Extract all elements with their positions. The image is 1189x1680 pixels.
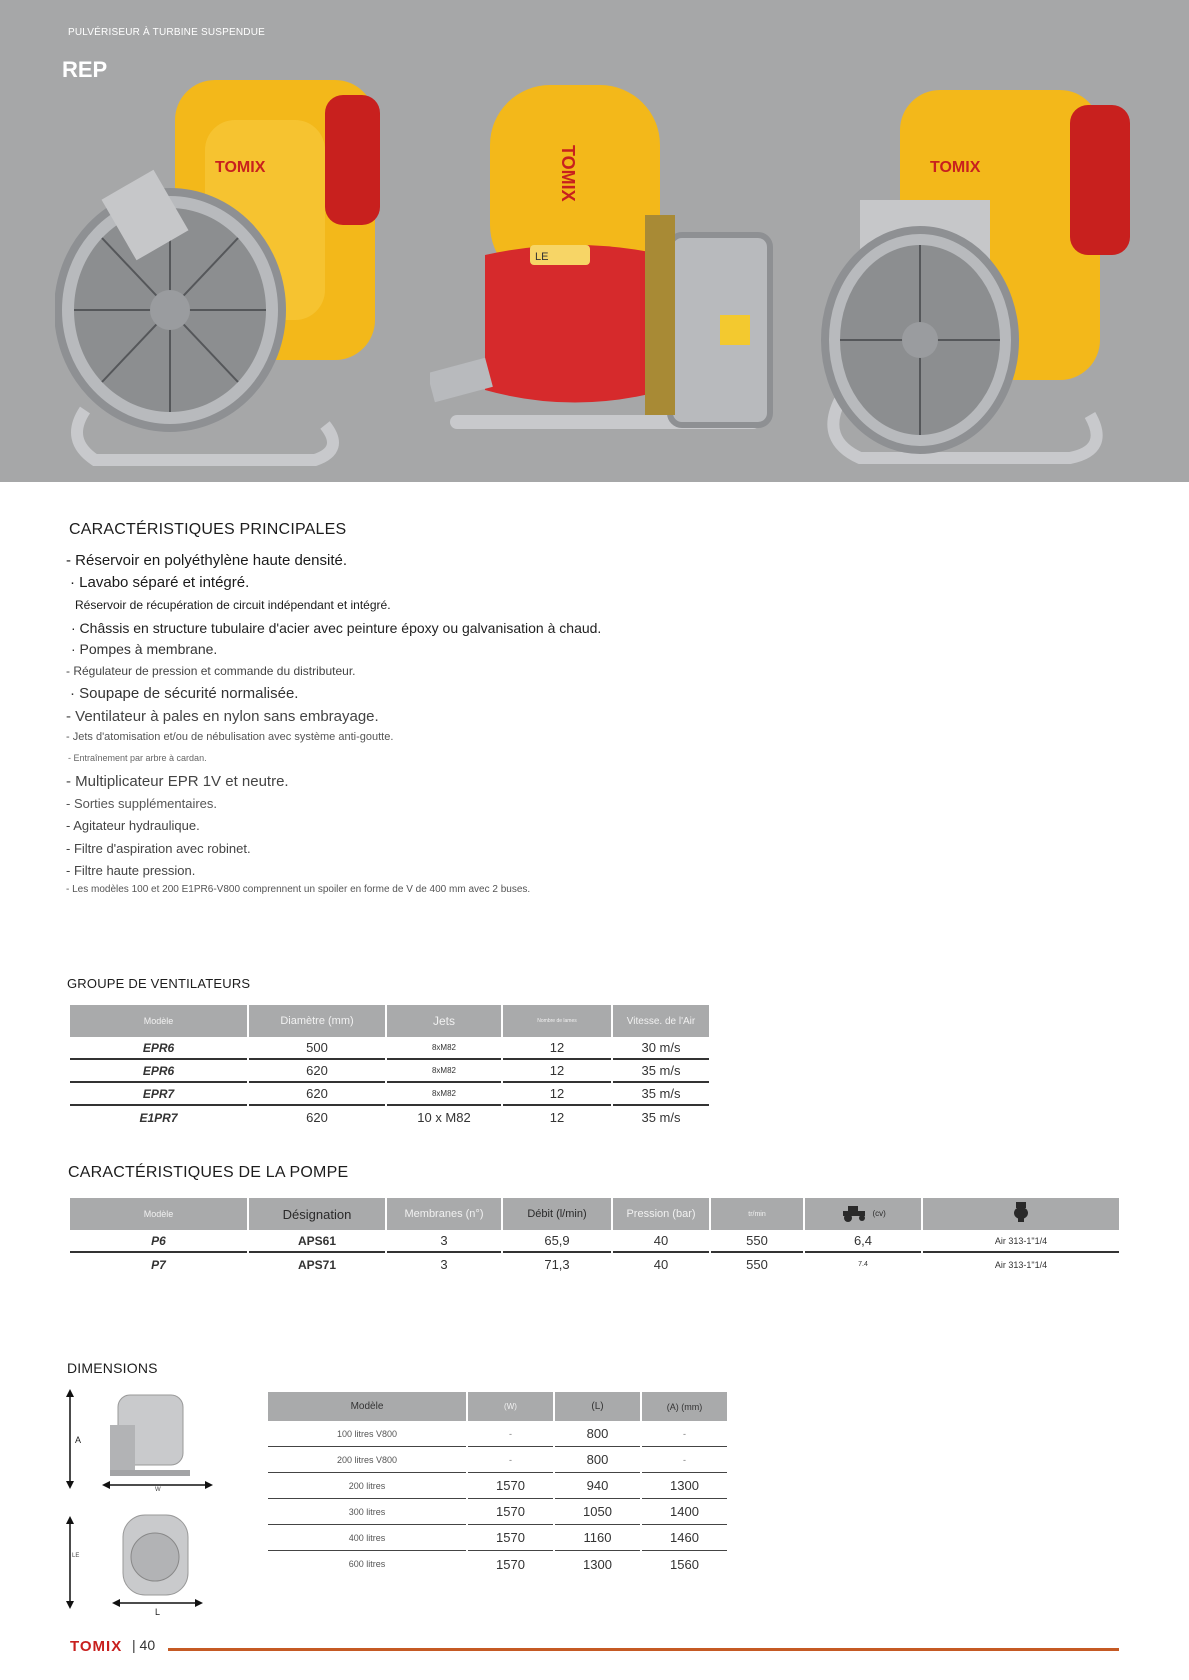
col-power-unit: (cv) (872, 1209, 886, 1219)
cell-diameter: 620 (249, 1060, 385, 1083)
cell-model: 200 litres (268, 1473, 466, 1499)
table-header-row (70, 1198, 1119, 1230)
table-row (268, 1551, 727, 1577)
feature-item: - Jets d'atomisation et/ou de nébulisation avec système anti-goutte. (66, 731, 394, 743)
feature-item: · Lavabo séparé et intégré. (70, 574, 250, 591)
cell-l: 800 (555, 1447, 640, 1473)
feature-item: - Régulateur de pression et commande du distributeur. (66, 664, 356, 678)
col-model: Modèle (268, 1392, 466, 1421)
feature-item: - Sorties supplémentaires. (66, 796, 218, 811)
dim-label-le: LE (72, 1553, 80, 1559)
cell-a: - (642, 1447, 727, 1473)
dimensions-title: DIMENSIONS (67, 1360, 158, 1376)
cell-air-speed: 35 m/s (613, 1060, 709, 1083)
cell-w: - (468, 1421, 553, 1447)
cell-diameter: 620 (306, 1110, 328, 1125)
cell-a: - (642, 1421, 727, 1447)
col-w: (W) (468, 1392, 553, 1421)
table-row (268, 1499, 727, 1525)
cell-pressure: 40 (613, 1230, 709, 1253)
cell-w: 1570 (468, 1499, 553, 1525)
col-a: (A) (mm) (642, 1392, 727, 1421)
cell-membranes: 3 (440, 1257, 448, 1272)
feature-item: - Entraînement par arbre à cardan. (68, 753, 207, 763)
col-designation: Désignation (249, 1198, 385, 1230)
footer-divider (168, 1648, 1119, 1651)
pump-icon (1013, 1201, 1029, 1228)
cell-w: 1570 (496, 1556, 525, 1572)
cell-model: 100 litres V800 (268, 1421, 466, 1447)
cell-model: P6 (70, 1230, 247, 1253)
table-row (70, 1037, 709, 1060)
cell-model: EPR7 (70, 1083, 247, 1106)
cell-w: 1570 (468, 1525, 553, 1551)
cell-air-speed: 35 m/s (613, 1083, 709, 1106)
cell-a: 1560 (670, 1556, 699, 1572)
fans-table (68, 1005, 711, 1129)
col-tractor-power (805, 1198, 921, 1230)
cell-l: 940 (555, 1473, 640, 1499)
col-flow: Débit (l/min) (503, 1198, 611, 1230)
cell-a: 1300 (642, 1473, 727, 1499)
feature-item: - Ventilateur à pales en nylon sans embrayage. (66, 708, 379, 725)
cell-jets: 8xM82 (387, 1037, 501, 1060)
pump-title: CARACTÉRISTIQUES DE LA POMPE (68, 1164, 349, 1181)
tank-brand-logo-right: TOMIX (930, 159, 981, 176)
feature-item: Réservoir de récupération de circuit indépendant et intégré. (75, 598, 391, 612)
cell-flow: 71,3 (544, 1257, 570, 1272)
page-number: | 40 (132, 1637, 156, 1653)
model-title: REP (62, 57, 108, 82)
feature-item: - Filtre d'aspiration avec robinet. (66, 841, 251, 856)
feature-item: - Filtre haute pression. (66, 863, 196, 878)
feature-item: · Pompes à membrane. (71, 641, 218, 657)
table-header-row (70, 1005, 709, 1037)
dim-label-a: A (75, 1435, 82, 1445)
feature-item: - Réservoir en polyéthylène haute densité. (66, 552, 348, 569)
col-pump-type (923, 1198, 1119, 1230)
col-model: Modèle (70, 1198, 247, 1230)
cell-flow: 65,9 (503, 1230, 611, 1253)
tank-brand-vertical: TOMIX (558, 145, 578, 202)
cell-pressure: 40 (653, 1257, 669, 1272)
cell-rpm: 550 (711, 1230, 803, 1253)
feature-item: - Multiplicateur EPR 1V et neutre. (66, 773, 289, 790)
dimensions-table (266, 1392, 729, 1577)
cell-l: 1300 (583, 1556, 612, 1572)
cell-model: 400 litres (268, 1525, 466, 1551)
footer-brand-logo: TOMIX (70, 1638, 123, 1655)
tank-le-label: LE (535, 251, 549, 263)
col-membranes: Membranes (n°) (387, 1198, 501, 1230)
cell-jets: 8xM82 (387, 1083, 501, 1106)
cell-designation: APS61 (249, 1230, 385, 1253)
cell-pump-type: Air 313-1"1/4 (994, 1259, 1048, 1270)
col-blades: Nombre de lames (503, 1005, 611, 1037)
table-header-row (268, 1392, 727, 1421)
cell-designation: APS71 (297, 1257, 337, 1272)
col-diameter: Diamètre (mm) (249, 1005, 385, 1037)
col-jets: Jets (387, 1005, 501, 1037)
cell-diameter: 620 (249, 1083, 385, 1106)
cell-model: EPR6 (70, 1037, 247, 1060)
cell-diameter: 500 (249, 1037, 385, 1060)
cell-model: P7 (151, 1257, 166, 1272)
cell-l: 1160 (555, 1525, 640, 1551)
table-row (70, 1083, 709, 1106)
cell-a: 1400 (642, 1499, 727, 1525)
dim-label-w: W (155, 1487, 161, 1493)
tank-brand-logo: TOMIX (215, 159, 266, 176)
cell-power: 6,4 (805, 1230, 921, 1253)
dimensions-diagram (60, 1385, 230, 1617)
fans-title: GROUPE DE VENTILATEURS (67, 976, 251, 991)
cell-model: 300 litres (268, 1499, 466, 1525)
dim-label-l: L (155, 1607, 161, 1617)
cell-blades: 12 (549, 1110, 565, 1125)
col-air-speed: Vitesse. de l'Air (613, 1005, 709, 1037)
col-model: Modèle (70, 1005, 247, 1037)
cell-power: 7.4 (858, 1261, 868, 1268)
cell-pump-type: Air 313-1"1/4 (923, 1230, 1119, 1253)
cell-jets: 10 x M82 (417, 1110, 471, 1125)
col-pressure: Pression (bar) (613, 1198, 709, 1230)
tractor-icon (840, 1204, 870, 1224)
table-row (70, 1253, 1119, 1276)
sprayer-image-center (430, 85, 790, 480)
col-l: (L) (555, 1392, 640, 1421)
cell-blades: 12 (503, 1037, 611, 1060)
cell-a: 1460 (642, 1525, 727, 1551)
cell-model: EPR6 (70, 1060, 247, 1083)
feature-item: · Châssis en structure tubulaire d'acier avec peinture époxy ou galvanisation à chaud. (71, 620, 602, 636)
sprayer-image-left (55, 80, 385, 475)
feature-item: - Agitateur hydraulique. (66, 818, 200, 833)
cell-w: - (468, 1447, 553, 1473)
col-rpm: tr/min (711, 1198, 803, 1230)
cell-rpm: 550 (746, 1257, 768, 1272)
cell-air-speed: 35 m/s (641, 1110, 681, 1125)
sprayer-image-right (820, 80, 1140, 475)
features-list (66, 552, 766, 904)
pump-table (68, 1198, 1121, 1276)
cell-model: E1PR7 (139, 1110, 178, 1125)
table-row (268, 1525, 727, 1551)
cell-blades: 12 (503, 1083, 611, 1106)
cell-model: 200 litres V800 (268, 1447, 466, 1473)
table-row (70, 1230, 1119, 1253)
cell-l: 800 (555, 1421, 640, 1447)
cell-w: 1570 (468, 1473, 553, 1499)
cell-jets: 8xM82 (387, 1060, 501, 1083)
product-hero-photo (0, 0, 1189, 482)
table-row (268, 1447, 727, 1473)
table-row (268, 1473, 727, 1499)
table-row (268, 1421, 727, 1447)
table-row (70, 1060, 709, 1083)
cell-membranes: 3 (387, 1230, 501, 1253)
category-label: PULVÉRISEUR À TURBINE SUSPENDUE (68, 27, 265, 38)
feature-item: · Soupape de sécurité normalisée. (70, 685, 299, 702)
cell-l: 1050 (555, 1499, 640, 1525)
cell-blades: 12 (503, 1060, 611, 1083)
cell-model: 600 litres (348, 1559, 386, 1569)
features-title: CARACTÉRISTIQUES PRINCIPALES (69, 521, 347, 538)
table-row (70, 1106, 709, 1129)
cell-air-speed: 30 m/s (613, 1037, 709, 1060)
feature-item: - Les modèles 100 et 200 E1PR6-V800 comprennent un spoiler en forme de V de 400 mm avec 2 buses. (66, 884, 531, 895)
